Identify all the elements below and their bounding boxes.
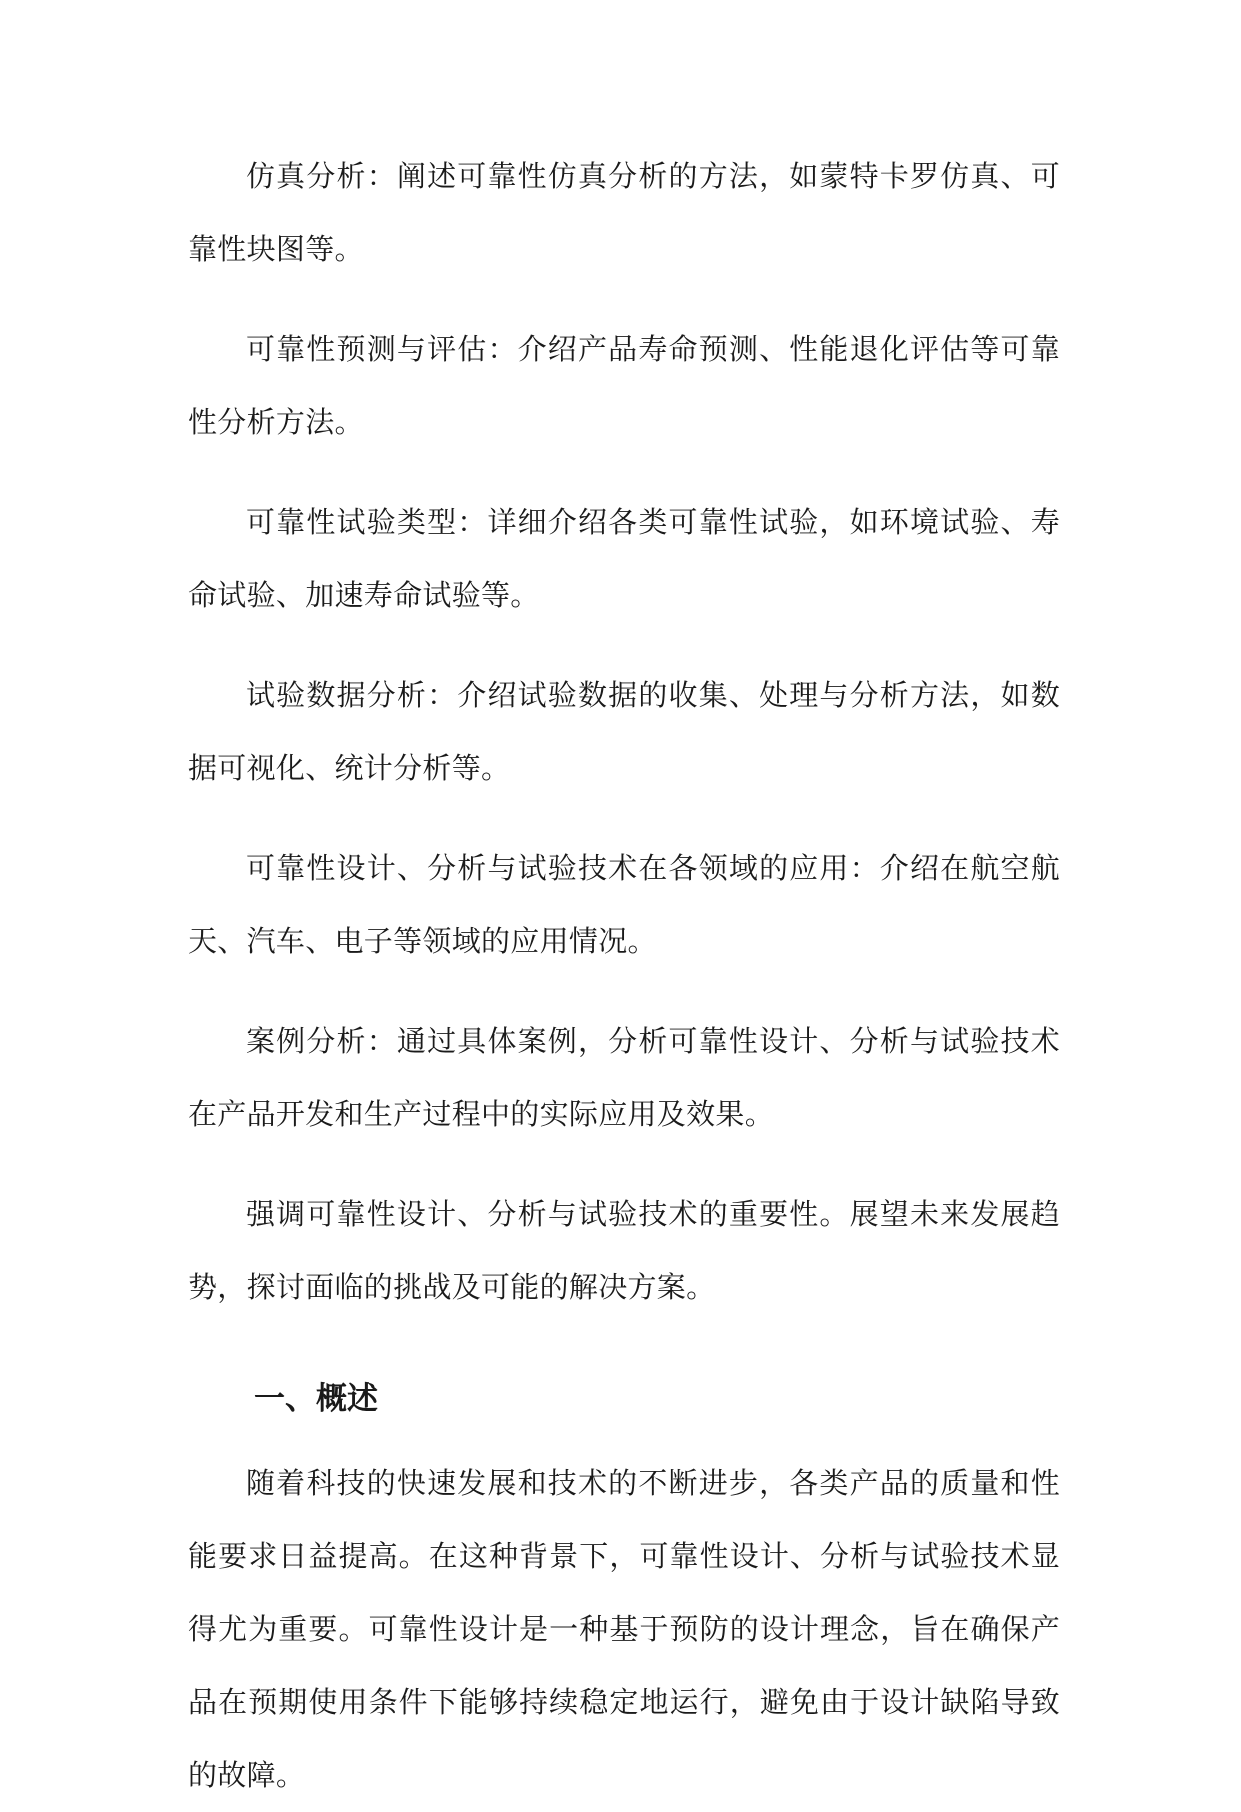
paragraph-outlook: 强调可靠性设计、分析与试验技术的重要性。展望未来发展趋势，探讨面临的挑战及可能的解决方案。 <box>188 1197 1060 1304</box>
section-heading-overview: 一、概述 <box>254 1381 378 1417</box>
paragraph-overview-body: 随着科技的快速发展和技术的不断进步，各类产品的质量和性能要求日益提高。在这种背景下，可靠性设计、分析与试验技术显得尤为重要。可靠性设计是一种基于预防的设计理念，旨在确保产品在预期使用条件下能够持续稳定地运行，避免由于设计缺陷导致的故障。 <box>188 1466 1060 1792</box>
paragraph-reliability-prediction: 可靠性预测与评估：介绍产品寿命预测、性能退化评估等可靠性分析方法。 <box>188 332 1060 439</box>
document-body <box>188 140 1060 1812</box>
paragraph-test-data-analysis: 试验数据分析：介绍试验数据的收集、处理与分析方法，如数据可视化、统计分析等。 <box>188 678 1060 785</box>
paragraph-applications: 可靠性设计、分析与试验技术在各领域的应用：介绍在航空航天、汽车、电子等领域的应用情况。 <box>188 851 1060 958</box>
paragraph-case-analysis: 案例分析：通过具体案例，分析可靠性设计、分析与试验技术在产品开发和生产过程中的实际应用及效果。 <box>188 1024 1060 1131</box>
paragraph-test-types: 可靠性试验类型：详细介绍各类可靠性试验，如环境试验、寿命试验、加速寿命试验等。 <box>188 505 1060 612</box>
paragraph-simulation-analysis: 仿真分析：阐述可靠性仿真分析的方法，如蒙特卡罗仿真、可靠性块图等。 <box>188 159 1060 266</box>
